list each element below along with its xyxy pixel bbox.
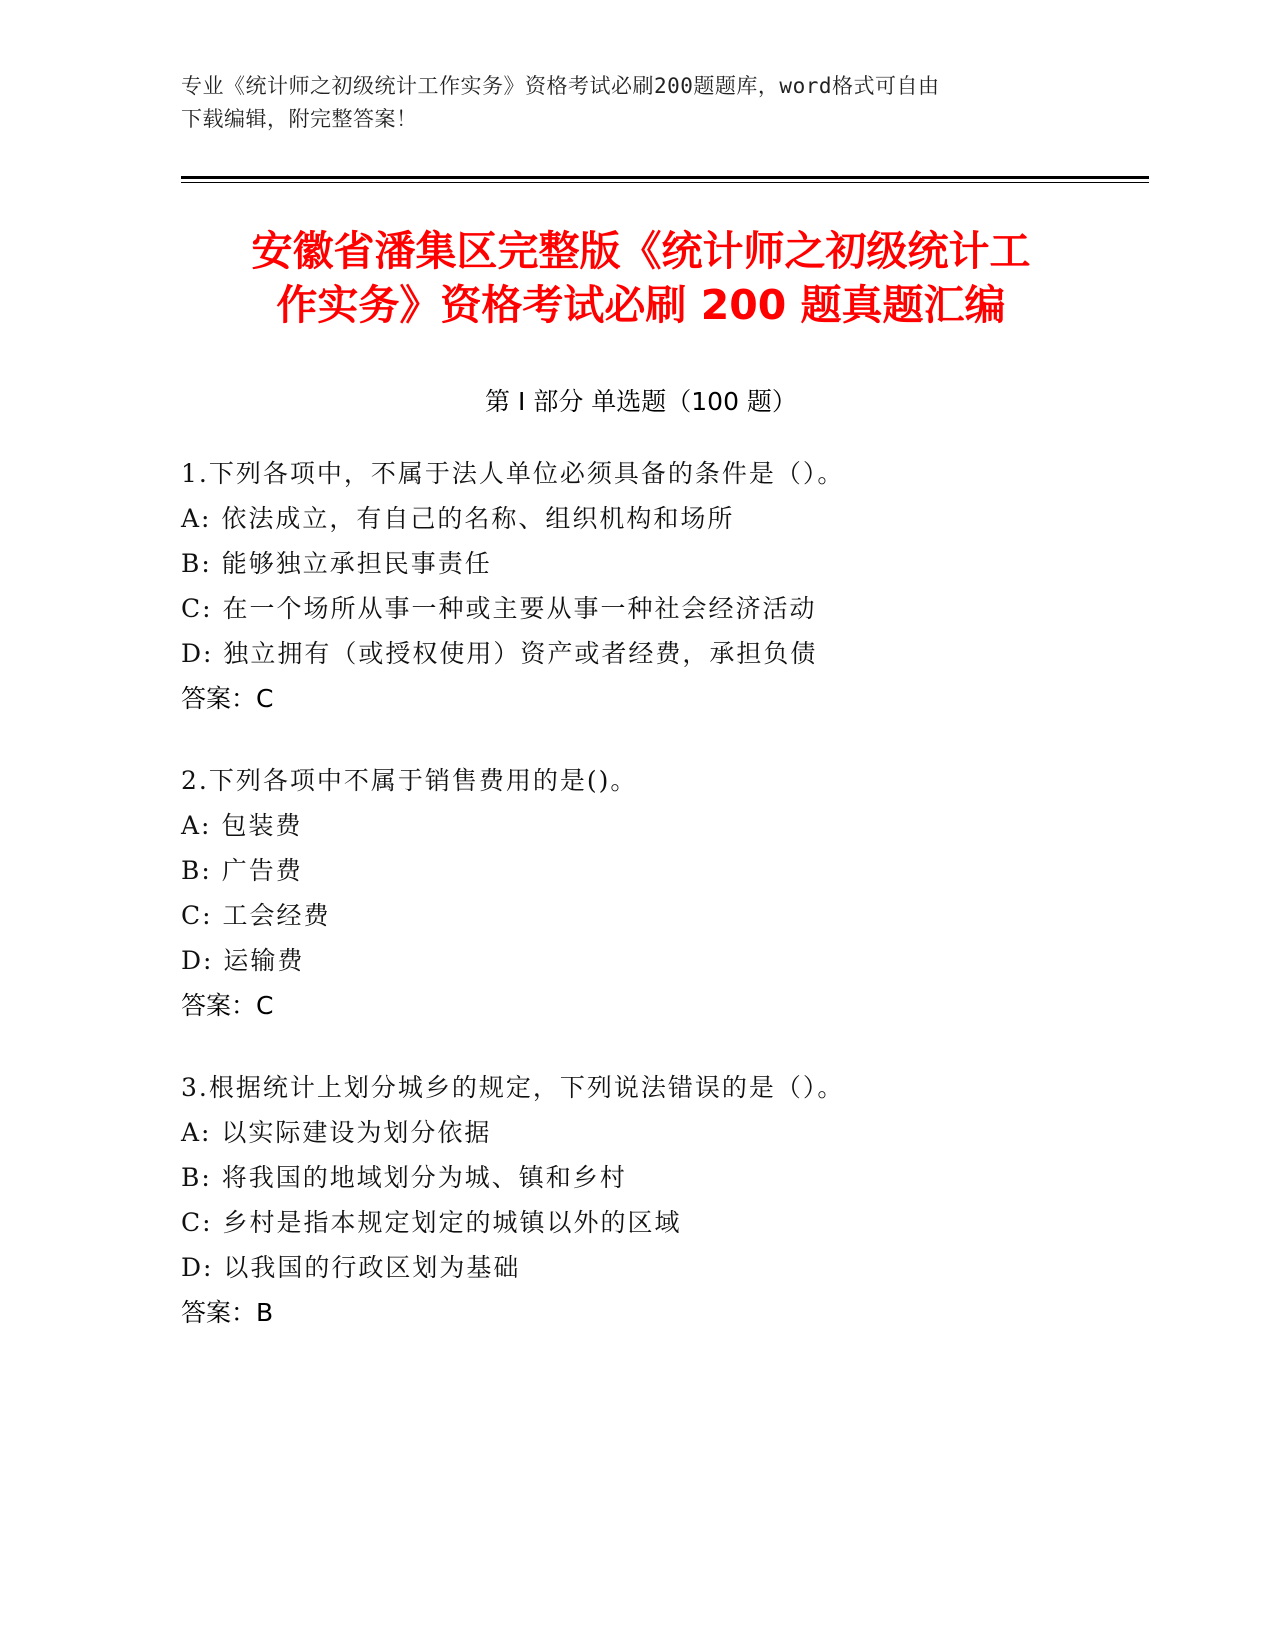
option-b: B: 将我国的地域划分为城、镇和乡村 bbox=[181, 1163, 627, 1192]
header-divider-thick bbox=[181, 176, 1149, 179]
option-a: A: 包装费 bbox=[181, 811, 303, 840]
option-d: D: 独立拥有（或授权使用）资产或者经费，承担负债 bbox=[181, 639, 818, 668]
document-title-line1: 安徽省潘集区完整版《统计师之初级统计工 bbox=[251, 227, 1031, 275]
option-c: C: 工会经费 bbox=[181, 901, 331, 930]
option-c: C: 乡村是指本规定划定的城镇以外的区域 bbox=[181, 1208, 682, 1237]
answer: 答案：B bbox=[181, 1298, 274, 1327]
header-note bbox=[181, 70, 1061, 136]
option-d: D: 运输费 bbox=[181, 946, 305, 975]
question-stem: 1.下列各项中，不属于法人单位必须具备的条件是（）。 bbox=[181, 459, 845, 488]
option-d: D: 以我国的行政区划为基础 bbox=[181, 1253, 521, 1282]
section-title: 第 I 部分 单选题（100 题） bbox=[485, 387, 797, 416]
question-stem: 3.根据统计上划分城乡的规定，下列说法错误的是（）。 bbox=[181, 1073, 845, 1102]
question-stem: 2.下列各项中不属于销售费用的是()。 bbox=[181, 766, 638, 795]
option-c: C: 在一个场所从事一种或主要从事一种社会经济活动 bbox=[181, 594, 817, 623]
option-b: B: 广告费 bbox=[181, 856, 303, 885]
option-a: A: 依法成立，有自己的名称、组织机构和场所 bbox=[181, 504, 735, 533]
option-a: A: 以实际建设为划分依据 bbox=[181, 1118, 492, 1147]
document-title-line2: 作实务》资格考试必刷 200 题真题汇编 bbox=[276, 281, 1006, 329]
question-3 bbox=[181, 1065, 1061, 1335]
question-1 bbox=[181, 451, 1061, 721]
option-b: B: 能够独立承担民事责任 bbox=[181, 549, 492, 578]
question-2 bbox=[181, 758, 1061, 1028]
document-title bbox=[181, 224, 1101, 332]
header-note-line1: 专业《统计师之初级统计工作实务》资格考试必刷200题题库，word格式可自由 bbox=[181, 74, 940, 98]
answer: 答案：C bbox=[181, 684, 274, 713]
header-divider-thin bbox=[181, 182, 1149, 183]
answer: 答案：C bbox=[181, 991, 274, 1020]
header-note-line2: 下载编辑，附完整答案！ bbox=[181, 107, 418, 131]
